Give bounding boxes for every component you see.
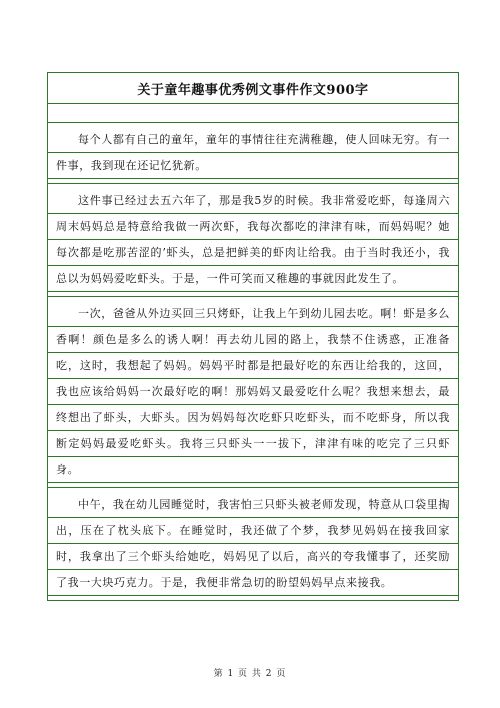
blank-ruled-row (48, 104, 458, 123)
paragraph-3: 一次，爸爸从外边买回三只烤虾，让我上午到幼儿园去吃。啊！虾是多么香啊！颜色是多么的诱人啊！再去幼儿园的路上，我禁不住诱惑，正准备吃，这时，我想起了妈妈。妈妈平时都是把最好吃的东西让给我的，这回，我也应该给妈妈一次最好吃的啊！那妈妈又最爱吃什么呢？我想来想去，最终想出了虾头，大虾头。因为妈妈每次吃虾只吃虾头，而不吃虾身，所以我断定妈妈最爱吃虾头。我将三只虾头一一拔下，津津有味的吃完了三只虾身。 (48, 297, 458, 488)
essay-sheet (47, 72, 459, 601)
paragraph-2: 这件事已经过去五六年了，那是我5岁的时候。我非常爱吃虾，每逢周六周末妈妈总是特意给我做一两次虾，我每次都吃的津津有味，而妈妈呢？她每次都是吃那苦涩的’虾头，总是把鲜美的虾肉让给我。由于当时我还小，我总以为妈妈爱吃虾头。于是，一件可笑而又稚趣的事就因此发生了。 (48, 184, 458, 297)
page-number: 第 1 页 共 2 页 (213, 669, 287, 679)
paragraph-1: 每个人都有自己的童年，童年的事情往往充满稚趣，使人回味无穷。有一件事，我到现在还记忆犹新。 (48, 123, 458, 184)
paragraph-4: 中午，我在幼儿园睡觉时，我害怕三只虾头被老师发现，特意从口袋里掏出，压在了枕头底下。在睡觉时，我还做了个梦，我梦见妈妈在接我回家时，我拿出了三个虾头给她吃，妈妈见了以后，高兴的夸我懂事了，还奖励了我一大块巧克力。于是，我便非常急切的盼望妈妈早点来接我。 (48, 488, 458, 600)
document-title: 关于童年趣事优秀例文事件作文900字 (48, 73, 458, 104)
